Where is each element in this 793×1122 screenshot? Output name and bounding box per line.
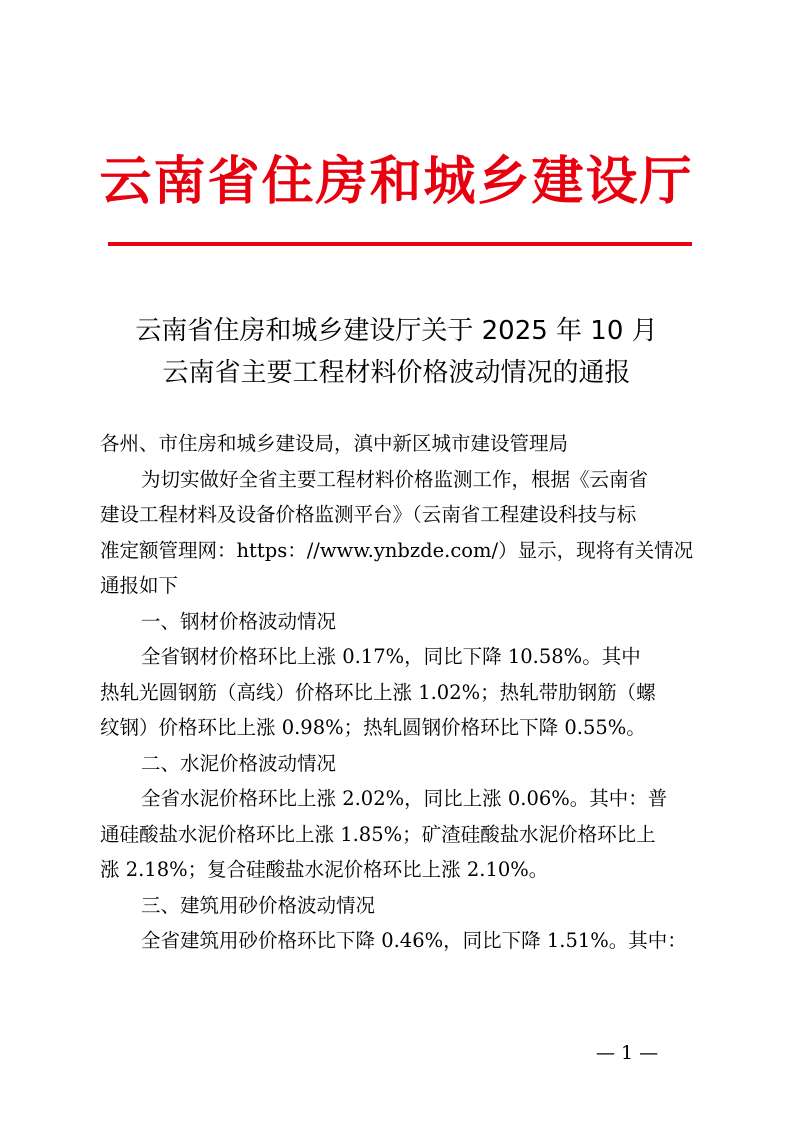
document-title-line-2: 云南省主要工程材料价格波动情况的通报 xyxy=(162,358,631,388)
document-title xyxy=(0,310,793,394)
page-number: — 1 — xyxy=(596,1042,659,1064)
document-body xyxy=(100,426,700,959)
cement-paragraph-line: 通硅酸盐水泥价格环比上涨 1.85%；矿渣硅酸盐水泥价格环比上 xyxy=(100,822,656,846)
red-header-rule xyxy=(108,242,692,246)
cement-paragraph-line: 全省水泥价格环比上涨 2.02%，同比上涨 0.06%。其中：普 xyxy=(141,787,668,810)
steel-paragraph-line: 全省钢材价格环比上涨 0.17%，同比下降 10.58%。其中 xyxy=(141,645,641,668)
intro-line: 建设工程材料及设备价格监测平台》（云南省工程建设科技与标 xyxy=(100,503,637,526)
section-heading-steel: 一、钢材价格波动情况 xyxy=(141,609,337,633)
steel-paragraph-line: 热轧光圆钢筋（高线）价格环比上涨 1.02%；热轧带肋钢筋（螺 xyxy=(100,680,656,704)
issuer-title: 云南省住房和城乡建设厅 xyxy=(99,152,694,212)
recipients-line: 各州、市住房和城乡建设局，滇中新区城市建设管理局 xyxy=(100,432,569,455)
section-heading-cement: 二、水泥价格波动情况 xyxy=(141,751,337,775)
cement-paragraph-line: 涨 2.18%；复合硅酸盐水泥价格环比上涨 2.10%。 xyxy=(100,858,549,881)
document-title-line-1: 云南省住房和城乡建设厅关于 2025 年 10 月 xyxy=(135,316,658,346)
intro-line: 准定额管理网：https：//www.ynbzde.com/）显示，现将有关情况 xyxy=(100,538,694,562)
intro-line: 通报如下 xyxy=(100,574,179,597)
intro-line: 为切实做好全省主要工程材料价格监测工作，根据《云南省 xyxy=(141,467,649,491)
steel-paragraph-line: 纹钢）价格环比上涨 0.98%；热轧圆钢价格环比下降 0.55%。 xyxy=(100,716,646,739)
sand-paragraph-line: 全省建筑用砂价格环比下降 0.46%，同比下降 1.51%。其中： xyxy=(141,929,687,952)
section-heading-sand: 三、建筑用砂价格波动情况 xyxy=(141,893,376,917)
